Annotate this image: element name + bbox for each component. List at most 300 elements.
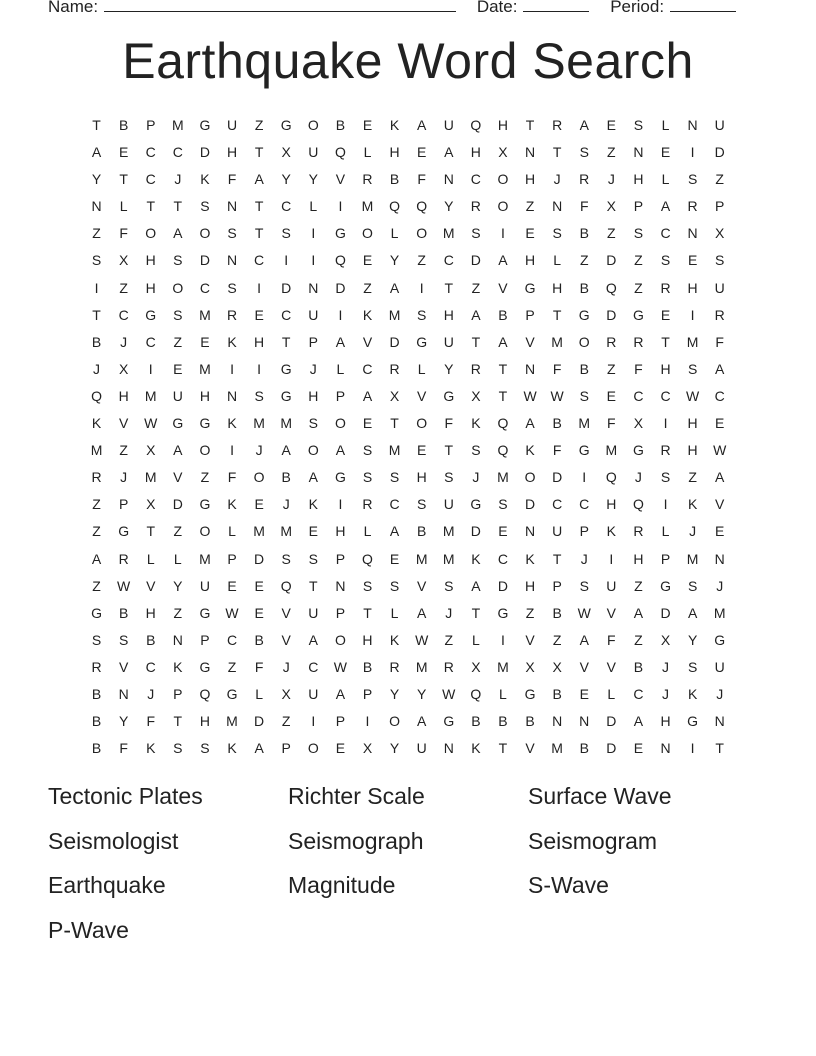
grid-letter[interactable]: X <box>525 658 535 675</box>
grid-letter[interactable]: C <box>362 360 373 377</box>
grid-letter[interactable]: O <box>362 225 373 242</box>
grid-letter[interactable]: H <box>524 252 536 269</box>
grid-letter[interactable]: E <box>389 550 400 567</box>
grid-letter[interactable]: C <box>226 631 238 648</box>
grid-letter[interactable]: H <box>524 171 536 188</box>
grid-letter[interactable]: C <box>281 306 292 323</box>
grid-letter[interactable]: U <box>443 496 454 513</box>
grid-letter[interactable]: O <box>334 631 346 648</box>
grid-letter[interactable]: K <box>227 415 237 432</box>
grid-letter[interactable]: E <box>687 252 698 269</box>
grid-letter[interactable]: R <box>389 360 400 377</box>
grid-letter[interactable]: W <box>577 604 591 621</box>
grid-letter[interactable]: Q <box>497 415 509 432</box>
grid-letter[interactable]: V <box>498 279 508 296</box>
grid-letter[interactable]: Y <box>91 171 102 188</box>
grid-letter[interactable]: A <box>417 604 427 621</box>
grid-letter[interactable]: Z <box>634 279 643 296</box>
grid-letter[interactable]: S <box>254 387 264 404</box>
grid-letter[interactable]: G <box>334 225 346 242</box>
grid-letter[interactable]: H <box>389 144 400 161</box>
grid-letter[interactable]: W <box>523 387 537 404</box>
grid-letter[interactable]: B <box>281 469 291 486</box>
grid-letter[interactable]: P <box>335 550 346 567</box>
grid-letter[interactable]: H <box>335 523 346 540</box>
grid-letter[interactable]: V <box>715 496 725 513</box>
grid-letter[interactable]: E <box>498 523 508 540</box>
grid-letter[interactable]: L <box>661 523 670 540</box>
grid-letter[interactable]: B <box>525 713 535 730</box>
grid-letter[interactable]: D <box>470 252 481 269</box>
grid-letter[interactable]: H <box>633 550 644 567</box>
grid-letter[interactable]: N <box>660 740 671 757</box>
grid-letter[interactable]: I <box>94 279 99 296</box>
grid-letter[interactable]: T <box>444 279 454 296</box>
grid-letter[interactable]: L <box>661 171 670 188</box>
grid-letter[interactable]: V <box>525 631 535 648</box>
grid-letter[interactable]: J <box>472 469 480 486</box>
grid-letter[interactable]: G <box>578 442 590 459</box>
grid-letter[interactable]: S <box>389 577 400 594</box>
grid-letter[interactable]: K <box>525 550 535 567</box>
grid-letter[interactable]: Z <box>552 631 562 648</box>
grid-letter[interactable]: G <box>524 685 536 702</box>
grid-letter[interactable]: K <box>308 496 318 513</box>
grid-letter[interactable]: H <box>254 333 265 350</box>
grid-letter[interactable]: H <box>633 171 644 188</box>
grid-letter[interactable]: I <box>311 713 316 730</box>
grid-letter[interactable]: Z <box>281 713 291 730</box>
grid-letter[interactable]: K <box>471 550 481 567</box>
grid-letter[interactable]: J <box>282 496 290 513</box>
grid-letter[interactable]: B <box>254 631 264 648</box>
grid-letter[interactable]: H <box>687 442 698 459</box>
grid-letter[interactable]: M <box>415 658 428 675</box>
grid-letter[interactable]: R <box>606 333 617 350</box>
grid-letter[interactable]: P <box>281 740 291 757</box>
grid-letter[interactable]: D <box>606 740 617 757</box>
grid-letter[interactable]: V <box>525 740 535 757</box>
grid-letter[interactable]: I <box>690 740 695 757</box>
grid-letter[interactable]: W <box>117 577 131 594</box>
grid-letter[interactable]: Y <box>389 252 400 269</box>
grid-letter[interactable]: E <box>417 144 427 161</box>
grid-letter[interactable]: A <box>335 442 346 459</box>
grid-letter[interactable]: L <box>363 144 372 161</box>
grid-letter[interactable]: K <box>362 306 373 323</box>
grid-letter[interactable]: N <box>443 171 454 188</box>
grid-letter[interactable]: H <box>362 631 373 648</box>
grid-letter[interactable]: Z <box>471 279 481 296</box>
grid-letter[interactable]: C <box>145 171 156 188</box>
grid-letter[interactable]: V <box>281 604 291 621</box>
grid-letter[interactable]: P <box>227 550 237 567</box>
grid-letter[interactable]: J <box>174 171 182 188</box>
grid-letter[interactable]: Z <box>525 604 535 621</box>
grid-letter[interactable]: Z <box>607 360 616 377</box>
grid-letter[interactable]: E <box>715 523 725 540</box>
grid-letter[interactable]: Z <box>607 144 616 161</box>
grid-letter[interactable]: Y <box>687 631 698 648</box>
grid-letter[interactable]: G <box>714 631 726 648</box>
grid-letter[interactable]: M <box>497 469 509 486</box>
grid-letter[interactable]: X <box>281 685 291 702</box>
grid-letter[interactable]: D <box>714 144 725 161</box>
grid-letter[interactable]: X <box>118 252 129 269</box>
grid-letter[interactable]: V <box>362 333 373 350</box>
grid-letter[interactable]: J <box>634 469 642 486</box>
grid-letter[interactable]: E <box>335 740 346 757</box>
grid-letter[interactable]: Q <box>280 577 292 594</box>
grid-letter[interactable]: C <box>552 496 563 513</box>
grid-letter[interactable]: O <box>172 279 184 296</box>
grid-letter[interactable]: G <box>632 306 644 323</box>
grid-letter[interactable]: A <box>660 198 671 215</box>
grid-letter[interactable]: M <box>551 740 563 757</box>
grid-letter[interactable]: T <box>92 117 101 133</box>
grid-letter[interactable]: O <box>307 740 319 757</box>
grid-letter[interactable]: A <box>308 469 318 486</box>
grid-letter[interactable]: S <box>417 306 427 323</box>
grid-letter[interactable]: M <box>415 550 428 567</box>
grid-letter[interactable]: N <box>226 387 238 404</box>
grid-letter[interactable]: H <box>552 279 563 296</box>
grid-letter[interactable]: E <box>606 117 616 133</box>
grid-letter[interactable]: I <box>419 279 424 296</box>
grid-letter[interactable]: T <box>498 360 508 377</box>
grid-letter[interactable]: T <box>552 144 562 161</box>
grid-letter[interactable]: A <box>417 713 427 730</box>
grid-letter[interactable]: K <box>227 740 237 757</box>
grid-letter[interactable]: S <box>471 225 481 242</box>
grid-letter[interactable]: E <box>200 333 210 350</box>
grid-letter[interactable]: U <box>308 144 319 161</box>
grid-letter[interactable]: S <box>444 469 454 486</box>
grid-letter[interactable]: P <box>173 685 183 702</box>
grid-letter[interactable]: L <box>146 550 155 567</box>
grid-letter[interactable]: Q <box>416 198 428 215</box>
grid-letter[interactable]: E <box>715 415 725 432</box>
grid-letter[interactable]: K <box>471 740 481 757</box>
grid-letter[interactable]: Z <box>119 442 128 459</box>
grid-letter[interactable]: B <box>362 658 373 675</box>
grid-letter[interactable]: W <box>415 631 429 648</box>
grid-letter[interactable]: K <box>146 740 156 757</box>
grid-letter[interactable]: E <box>118 144 129 161</box>
grid-letter[interactable]: G <box>280 117 292 133</box>
grid-letter[interactable]: Y <box>281 171 291 188</box>
grid-letter[interactable]: C <box>714 387 725 404</box>
grid-letter[interactable]: U <box>199 577 210 594</box>
grid-letter[interactable]: G <box>199 496 211 513</box>
grid-letter[interactable]: L <box>499 685 507 702</box>
grid-letter[interactable]: B <box>91 740 102 757</box>
grid-letter[interactable]: G <box>172 415 184 432</box>
grid-letter[interactable]: S <box>91 631 102 648</box>
grid-letter[interactable]: X <box>389 387 400 404</box>
grid-letter[interactable]: E <box>227 577 237 594</box>
grid-letter[interactable]: S <box>227 225 237 242</box>
grid-letter[interactable]: T <box>498 387 508 404</box>
grid-letter[interactable]: M <box>442 523 455 540</box>
grid-letter[interactable]: C <box>254 252 265 269</box>
grid-letter[interactable]: F <box>552 442 562 459</box>
grid-letter[interactable]: P <box>118 496 129 513</box>
grid-letter[interactable]: G <box>145 306 157 323</box>
grid-letter[interactable]: H <box>524 577 536 594</box>
grid-letter[interactable]: O <box>578 333 590 350</box>
grid-letter[interactable]: G <box>578 306 590 323</box>
grid-letter[interactable]: U <box>552 523 563 540</box>
grid-letter[interactable]: K <box>91 415 102 432</box>
grid-letter[interactable]: Z <box>119 279 128 296</box>
grid-letter[interactable]: M <box>497 658 509 675</box>
grid-letter[interactable]: Y <box>308 171 318 188</box>
grid-letter[interactable]: T <box>390 415 399 432</box>
grid-letter[interactable]: R <box>552 117 563 133</box>
grid-letter[interactable]: Q <box>605 469 617 486</box>
grid-letter[interactable]: H <box>497 117 509 133</box>
grid-letter[interactable]: S <box>173 252 183 269</box>
grid-letter[interactable]: A <box>498 333 508 350</box>
grid-letter[interactable]: S <box>579 577 589 594</box>
grid-letter[interactable]: M <box>90 442 103 459</box>
grid-letter[interactable]: G <box>632 442 644 459</box>
grid-letter[interactable]: U <box>308 306 319 323</box>
grid-letter[interactable]: M <box>361 198 374 215</box>
grid-letter[interactable]: B <box>579 225 589 242</box>
grid-letter[interactable]: T <box>363 604 372 621</box>
grid-letter[interactable]: T <box>471 604 481 621</box>
grid-letter[interactable]: S <box>389 469 400 486</box>
grid-letter[interactable]: L <box>471 631 480 648</box>
grid-letter[interactable]: Q <box>605 279 617 296</box>
grid-letter[interactable]: S <box>91 252 102 269</box>
grid-letter[interactable]: I <box>365 713 370 730</box>
grid-letter[interactable]: M <box>551 333 563 350</box>
grid-letter[interactable]: G <box>470 496 482 513</box>
grid-letter[interactable]: O <box>253 469 265 486</box>
grid-letter[interactable]: R <box>660 442 671 459</box>
grid-letter[interactable]: D <box>606 306 617 323</box>
grid-letter[interactable]: M <box>199 360 211 377</box>
grid-letter[interactable]: Z <box>92 225 101 242</box>
grid-letter[interactable]: Z <box>92 496 101 513</box>
grid-letter[interactable]: R <box>362 496 373 513</box>
grid-letter[interactable]: V <box>118 658 129 675</box>
grid-letter[interactable]: A <box>579 631 589 648</box>
grid-letter[interactable]: Z <box>715 171 724 188</box>
grid-letter[interactable]: O <box>497 198 509 215</box>
grid-letter[interactable]: G <box>118 523 130 540</box>
grid-letter[interactable]: I <box>230 360 234 377</box>
grid-letter[interactable]: T <box>119 171 128 188</box>
grid-letter[interactable]: Z <box>634 252 643 269</box>
grid-letter[interactable]: O <box>389 713 401 730</box>
grid-letter[interactable]: I <box>609 550 614 567</box>
grid-letter[interactable]: A <box>254 740 264 757</box>
grid-letter[interactable]: A <box>91 550 102 567</box>
grid-letter[interactable]: I <box>501 225 505 242</box>
grid-letter[interactable]: H <box>443 306 454 323</box>
grid-letter[interactable]: V <box>417 387 427 404</box>
grid-letter[interactable]: G <box>199 604 211 621</box>
grid-letter[interactable]: I <box>663 496 668 513</box>
grid-letter[interactable]: T <box>552 550 562 567</box>
grid-letter[interactable]: X <box>471 658 481 675</box>
grid-letter[interactable]: V <box>335 171 346 188</box>
grid-letter[interactable]: C <box>660 387 671 404</box>
grid-letter[interactable]: V <box>146 577 156 594</box>
grid-letter[interactable]: Z <box>173 333 183 350</box>
grid-letter[interactable]: A <box>579 117 589 133</box>
grid-letter[interactable]: C <box>443 252 454 269</box>
grid-letter[interactable]: F <box>227 171 237 188</box>
grid-letter[interactable]: T <box>146 198 156 215</box>
grid-letter[interactable]: R <box>633 333 644 350</box>
grid-letter[interactable]: X <box>715 225 725 242</box>
grid-letter[interactable]: S <box>633 225 644 242</box>
grid-letter[interactable]: S <box>633 117 644 133</box>
grid-letter[interactable]: E <box>525 225 535 242</box>
grid-letter[interactable]: R <box>714 306 725 323</box>
grid-letter[interactable]: E <box>660 144 671 161</box>
grid-letter[interactable]: R <box>362 171 373 188</box>
period-field[interactable] <box>670 0 736 12</box>
grid-letter[interactable]: Z <box>525 198 535 215</box>
grid-letter[interactable]: A <box>687 604 698 621</box>
grid-letter[interactable]: Q <box>199 685 211 702</box>
grid-letter[interactable]: S <box>227 279 237 296</box>
grid-letter[interactable]: F <box>119 740 128 757</box>
grid-letter[interactable]: B <box>498 306 508 323</box>
grid-letter[interactable]: N <box>172 631 183 648</box>
grid-letter[interactable]: U <box>308 604 319 621</box>
grid-letter[interactable]: Z <box>634 631 643 648</box>
grid-letter[interactable]: M <box>253 415 265 432</box>
grid-letter[interactable]: A <box>362 387 373 404</box>
grid-letter[interactable]: P <box>633 198 644 215</box>
grid-letter[interactable]: Q <box>334 252 346 269</box>
grid-letter[interactable]: X <box>606 198 616 215</box>
grid-letter[interactable]: M <box>442 550 455 567</box>
grid-letter[interactable]: Z <box>579 252 589 269</box>
grid-letter[interactable]: C <box>145 144 156 161</box>
grid-letter[interactable]: O <box>199 523 211 540</box>
grid-letter[interactable]: L <box>228 523 236 540</box>
grid-letter[interactable]: N <box>687 117 698 133</box>
grid-letter[interactable]: Q <box>334 144 346 161</box>
grid-letter[interactable]: A <box>498 252 508 269</box>
grid-letter[interactable]: S <box>471 442 481 459</box>
grid-letter[interactable]: W <box>686 387 700 404</box>
grid-letter[interactable]: B <box>579 360 589 377</box>
grid-letter[interactable]: V <box>417 577 427 594</box>
grid-letter[interactable]: R <box>660 279 671 296</box>
grid-letter[interactable]: H <box>416 469 427 486</box>
grid-letter[interactable]: K <box>200 171 210 188</box>
grid-letter[interactable]: I <box>284 252 289 269</box>
grid-letter[interactable]: T <box>92 306 101 323</box>
grid-letter[interactable]: T <box>498 740 508 757</box>
grid-letter[interactable]: N <box>524 360 536 377</box>
grid-letter[interactable]: G <box>199 117 211 133</box>
grid-letter[interactable]: N <box>226 252 238 269</box>
grid-letter[interactable]: O <box>497 171 509 188</box>
grid-letter[interactable]: M <box>388 442 401 459</box>
grid-letter[interactable]: N <box>687 225 698 242</box>
grid-letter[interactable]: J <box>93 360 101 377</box>
grid-letter[interactable]: B <box>118 117 129 133</box>
grid-letter[interactable]: H <box>145 252 156 269</box>
grid-letter[interactable]: A <box>633 604 644 621</box>
grid-letter[interactable]: T <box>173 713 183 730</box>
grid-letter[interactable]: U <box>172 387 183 404</box>
grid-letter[interactable]: M <box>686 550 699 567</box>
grid-letter[interactable]: F <box>417 171 426 188</box>
grid-letter[interactable]: A <box>281 442 291 459</box>
grid-letter[interactable]: A <box>389 279 400 296</box>
grid-letter[interactable]: T <box>309 577 318 594</box>
grid-letter[interactable]: S <box>362 442 373 459</box>
grid-letter[interactable]: I <box>338 306 343 323</box>
grid-letter[interactable]: T <box>254 144 264 161</box>
grid-letter[interactable]: I <box>501 631 505 648</box>
grid-letter[interactable]: Z <box>173 523 183 540</box>
grid-letter[interactable]: S <box>200 740 210 757</box>
grid-letter[interactable]: M <box>388 306 401 323</box>
grid-letter[interactable]: M <box>253 523 265 540</box>
grid-letter[interactable]: O <box>334 415 346 432</box>
grid-letter[interactable]: S <box>118 631 129 648</box>
grid-letter[interactable]: L <box>390 604 399 621</box>
grid-letter[interactable]: A <box>91 144 102 161</box>
grid-letter[interactable]: U <box>714 117 725 133</box>
grid-letter[interactable]: F <box>552 360 562 377</box>
grid-letter[interactable]: T <box>715 740 724 757</box>
grid-letter[interactable]: D <box>470 523 481 540</box>
grid-letter[interactable]: R <box>91 658 102 675</box>
grid-letter[interactable]: H <box>660 713 671 730</box>
grid-letter[interactable]: B <box>552 685 562 702</box>
grid-letter[interactable]: I <box>582 469 587 486</box>
grid-letter[interactable]: Z <box>444 631 454 648</box>
grid-letter[interactable]: W <box>442 685 456 702</box>
grid-letter[interactable]: R <box>470 360 481 377</box>
grid-letter[interactable]: V <box>579 658 589 675</box>
grid-letter[interactable]: C <box>497 550 509 567</box>
grid-letter[interactable]: I <box>663 415 668 432</box>
grid-letter[interactable]: K <box>687 685 698 702</box>
grid-letter[interactable]: X <box>281 144 291 161</box>
grid-letter[interactable]: F <box>715 333 724 350</box>
grid-letter[interactable]: S <box>362 577 373 594</box>
grid-letter[interactable]: A <box>173 225 183 242</box>
grid-letter[interactable]: H <box>145 279 156 296</box>
grid-letter[interactable]: R <box>470 198 481 215</box>
grid-letter[interactable]: B <box>498 713 508 730</box>
grid-letter[interactable]: I <box>257 279 262 296</box>
grid-letter[interactable]: U <box>308 685 319 702</box>
grid-letter[interactable]: D <box>606 252 617 269</box>
grid-letter[interactable]: G <box>226 685 238 702</box>
grid-letter[interactable]: Q <box>632 496 644 513</box>
grid-letter[interactable]: E <box>606 387 616 404</box>
grid-letter[interactable]: A <box>471 577 481 594</box>
grid-letter[interactable]: K <box>389 117 400 133</box>
grid-letter[interactable]: A <box>471 306 481 323</box>
grid-letter[interactable]: B <box>552 415 562 432</box>
